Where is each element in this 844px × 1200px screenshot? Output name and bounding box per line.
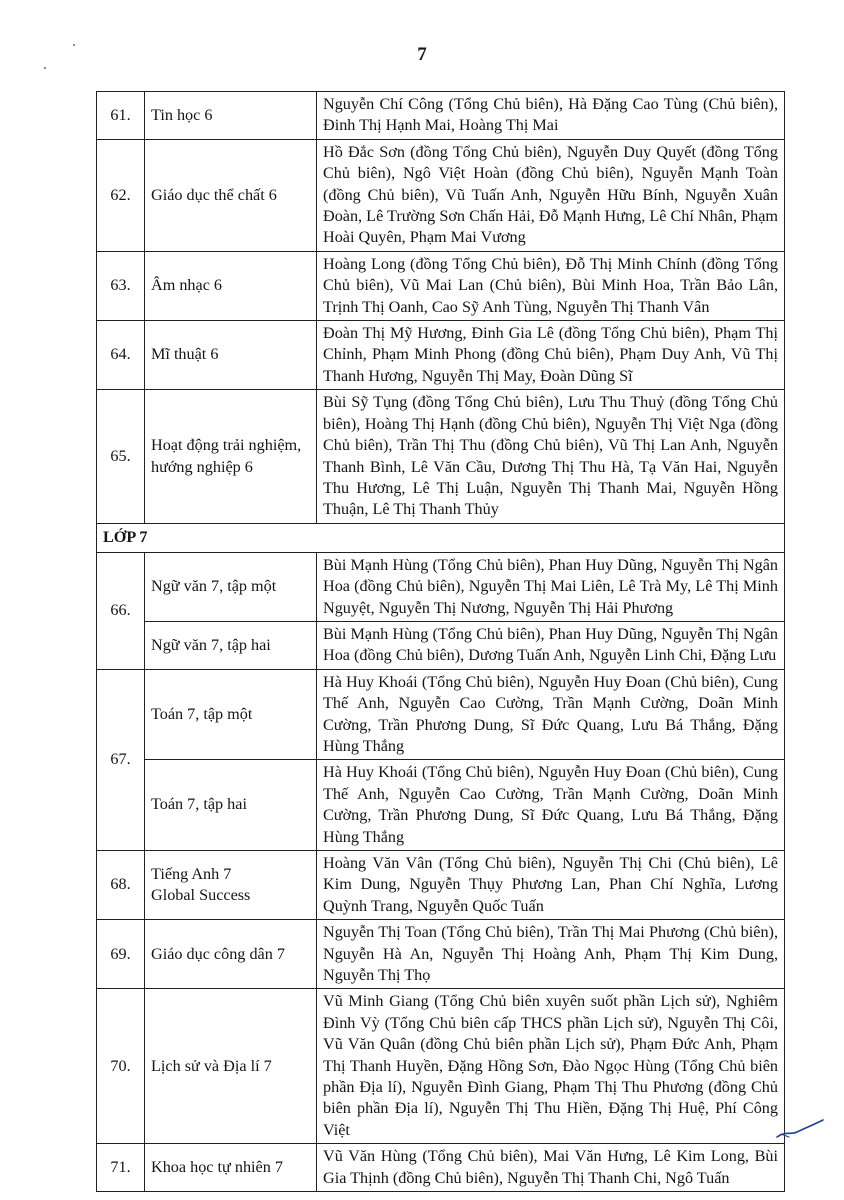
book-title: Ngữ văn 7, tập hai	[145, 621, 317, 669]
table-row	[97, 1144, 785, 1192]
book-title: Ngữ văn 7, tập một	[145, 552, 317, 621]
row-number: 67.	[97, 669, 145, 850]
table-row	[97, 321, 785, 390]
book-authors: Hoàng Văn Vân (Tổng Chủ biên), Nguyễn Thị Chi (Chủ biên), Lê Kim Dung, Nguyễn Thụy Phương Lan, Phan Chí Nghĩa, Lương Quỳnh Trang, Nguyễn Quốc Tuấn	[317, 851, 785, 920]
table-row	[97, 552, 785, 621]
table-row	[97, 989, 785, 1144]
row-number: 64.	[97, 321, 145, 390]
book-title: Giáo dục thể chất 6	[145, 139, 317, 251]
table-section-grade-7	[97, 552, 785, 1191]
grade-heading-section	[97, 523, 785, 552]
row-number: 65.	[97, 390, 145, 523]
book-title: Tin học 6	[145, 92, 317, 140]
book-authors: Đoàn Thị Mỹ Hương, Đinh Gia Lê (đồng Tổng Chủ biên), Phạm Thị Chỉnh, Phạm Minh Phong (đồng Chủ biên), Phạm Duy Anh, Vũ Thị Thanh Hương, Nguyễn Thị May, Đoàn Dũng Sĩ	[317, 321, 785, 390]
book-authors: Vũ Minh Giang (Tổng Chủ biên xuyên suốt phần Lịch sử), Nghiêm Đình Vỳ (Tổng Chủ biên cấp THCS phần Lịch sử), Nguyễn Thị Côi, Vũ Văn Quân (đồng Chủ biên phần Lịch sử), Phạm Đức Anh, Phạm Thị Thanh Huyền, Đặng Hồng Sơn, Đào Ngọc Hùng (Tổng Chủ biên phần Địa lí), Nguyễn Đình Giang, Phạm Thị Thu Phương (đồng Chủ biên phần Địa lí), Nguyễn Thị Thu Hiền, Đặng Thị Huệ, Phí Công Việt	[317, 989, 785, 1144]
book-authors: Hồ Đắc Sơn (đồng Tổng Chủ biên), Nguyễn Duy Quyết (đồng Tổng Chủ biên), Ngô Việt Hoàn (đồng Chủ biên), Nguyễn Mạnh Toàn (đồng Chủ biên), Vũ Tuấn Anh, Nguyễn Hữu Bính, Nguyễn Xuân Đoàn, Lê Trường Sơn Chấn Hải, Đỗ Mạnh Hưng, Lê Chí Nhân, Phạm Hoài Quyên, Phạm Mai Vương	[317, 139, 785, 251]
speck-mark	[44, 67, 46, 69]
row-number: 68.	[97, 851, 145, 920]
book-authors: Nguyễn Chí Công (Tổng Chủ biên), Hà Đặng Cao Tùng (Chủ biên), Đinh Thị Hạnh Mai, Hoàng Thị Mai	[317, 92, 785, 140]
textbook-table	[96, 91, 785, 1192]
book-title: Toán 7, tập hai	[145, 760, 317, 851]
book-title: Hoạt động trải nghiệm, hướng nghiệp 6	[145, 390, 317, 523]
row-number: 66.	[97, 552, 145, 669]
book-title: Toán 7, tập một	[145, 669, 317, 760]
table-row	[97, 251, 785, 320]
row-number: 71.	[97, 1144, 145, 1192]
table-row	[97, 621, 785, 669]
book-authors: Vũ Văn Hùng (Tổng Chủ biên), Mai Văn Hưng, Lê Kim Long, Bùi Gia Thịnh (đồng Chủ biên), Nguyễn Thị Thanh Chi, Ngô Tuấn	[317, 1144, 785, 1192]
book-title: Âm nhạc 6	[145, 251, 317, 320]
book-authors: Bùi Sỹ Tụng (đồng Tổng Chủ biên), Lưu Thu Thuỷ (đồng Tổng Chủ biên), Hoàng Thị Hạnh (đồng Chủ biên), Nguyễn Thị Việt Nga (đồng Chủ biên), Trần Thị Thu (đồng Chủ biên), Vũ Thị Lan Anh, Nguyễn Thanh Bình, Lê Văn Cầu, Dương Thị Thu Hà, Tạ Văn Hai, Nguyễn Thu Hương, Lê Thị Luận, Nguyễn Thị Thanh Mai, Nguyễn Hồng Thuận, Lê Thị Thanh Thủy	[317, 390, 785, 523]
book-authors: Bùi Mạnh Hùng (Tổng Chủ biên), Phan Huy Dũng, Nguyễn Thị Ngân Hoa (đồng Chủ biên), Nguyễn Thị Mai Liên, Lê Trà My, Lê Thị Minh Nguyệt, Nguyễn Thị Nương, Nguyễn Thị Hải Phương	[317, 552, 785, 621]
row-number: 61.	[97, 92, 145, 140]
speck-mark	[73, 44, 75, 46]
table-row	[97, 920, 785, 989]
row-number: 69.	[97, 920, 145, 989]
book-title: Tiếng Anh 7 Global Success	[145, 851, 317, 920]
book-authors: Nguyễn Thị Toan (Tổng Chủ biên), Trần Thị Mai Phương (Chủ biên), Nguyễn Hà An, Nguyễn Thị Hoàng Anh, Phạm Thị Kim Dung, Nguyễn Thị Thọ	[317, 920, 785, 989]
table-row	[97, 139, 785, 251]
row-number: 70.	[97, 989, 145, 1144]
book-authors: Hà Huy Khoái (Tổng Chủ biên), Nguyễn Huy Đoan (Chủ biên), Cung Thế Anh, Nguyễn Cao Cường, Trần Mạnh Cường, Doãn Minh Cường, Trần Phương Dung, Sĩ Đức Quang, Lưu Bá Thắng, Đặng Hùng Thắng	[317, 669, 785, 760]
book-authors: Hà Huy Khoái (Tổng Chủ biên), Nguyễn Huy Đoan (Chủ biên), Cung Thế Anh, Nguyễn Cao Cường, Trần Mạnh Cường, Doãn Minh Cường, Trần Phương Dung, Sĩ Đức Quang, Lưu Bá Thắng, Đặng Hùng Thắng	[317, 760, 785, 851]
grade-heading: LỚP 7	[97, 523, 785, 552]
table-section-grade-6	[97, 92, 785, 524]
page-number: 7	[417, 44, 427, 65]
table-row	[97, 390, 785, 523]
table-row	[97, 92, 785, 140]
book-title: Lịch sử và Địa lí 7	[145, 989, 317, 1144]
book-authors: Hoàng Long (đồng Tổng Chủ biên), Đỗ Thị Minh Chính (đồng Tổng Chủ biên), Vũ Mai Lan (Chủ biên), Bùi Minh Hoa, Trần Bảo Lân, Trịnh Thị Oanh, Cao Sỹ Anh Tùng, Nguyễn Thị Thanh Vân	[317, 251, 785, 320]
row-number: 63.	[97, 251, 145, 320]
book-title: Giáo dục công dân 7	[145, 920, 317, 989]
table-row	[97, 669, 785, 760]
grade-heading-row	[97, 523, 785, 552]
book-title: Mĩ thuật 6	[145, 321, 317, 390]
table-row	[97, 851, 785, 920]
table-row	[97, 760, 785, 851]
pen-mark-icon	[775, 1117, 825, 1139]
book-authors: Bùi Mạnh Hùng (Tổng Chủ biên), Phan Huy Dũng, Nguyễn Thị Ngân Hoa (đồng Chủ biên), Dương Tuấn Anh, Nguyễn Linh Chi, Đặng Lưu	[317, 621, 785, 669]
row-number: 62.	[97, 139, 145, 251]
book-title: Khoa học tự nhiên 7	[145, 1144, 317, 1192]
